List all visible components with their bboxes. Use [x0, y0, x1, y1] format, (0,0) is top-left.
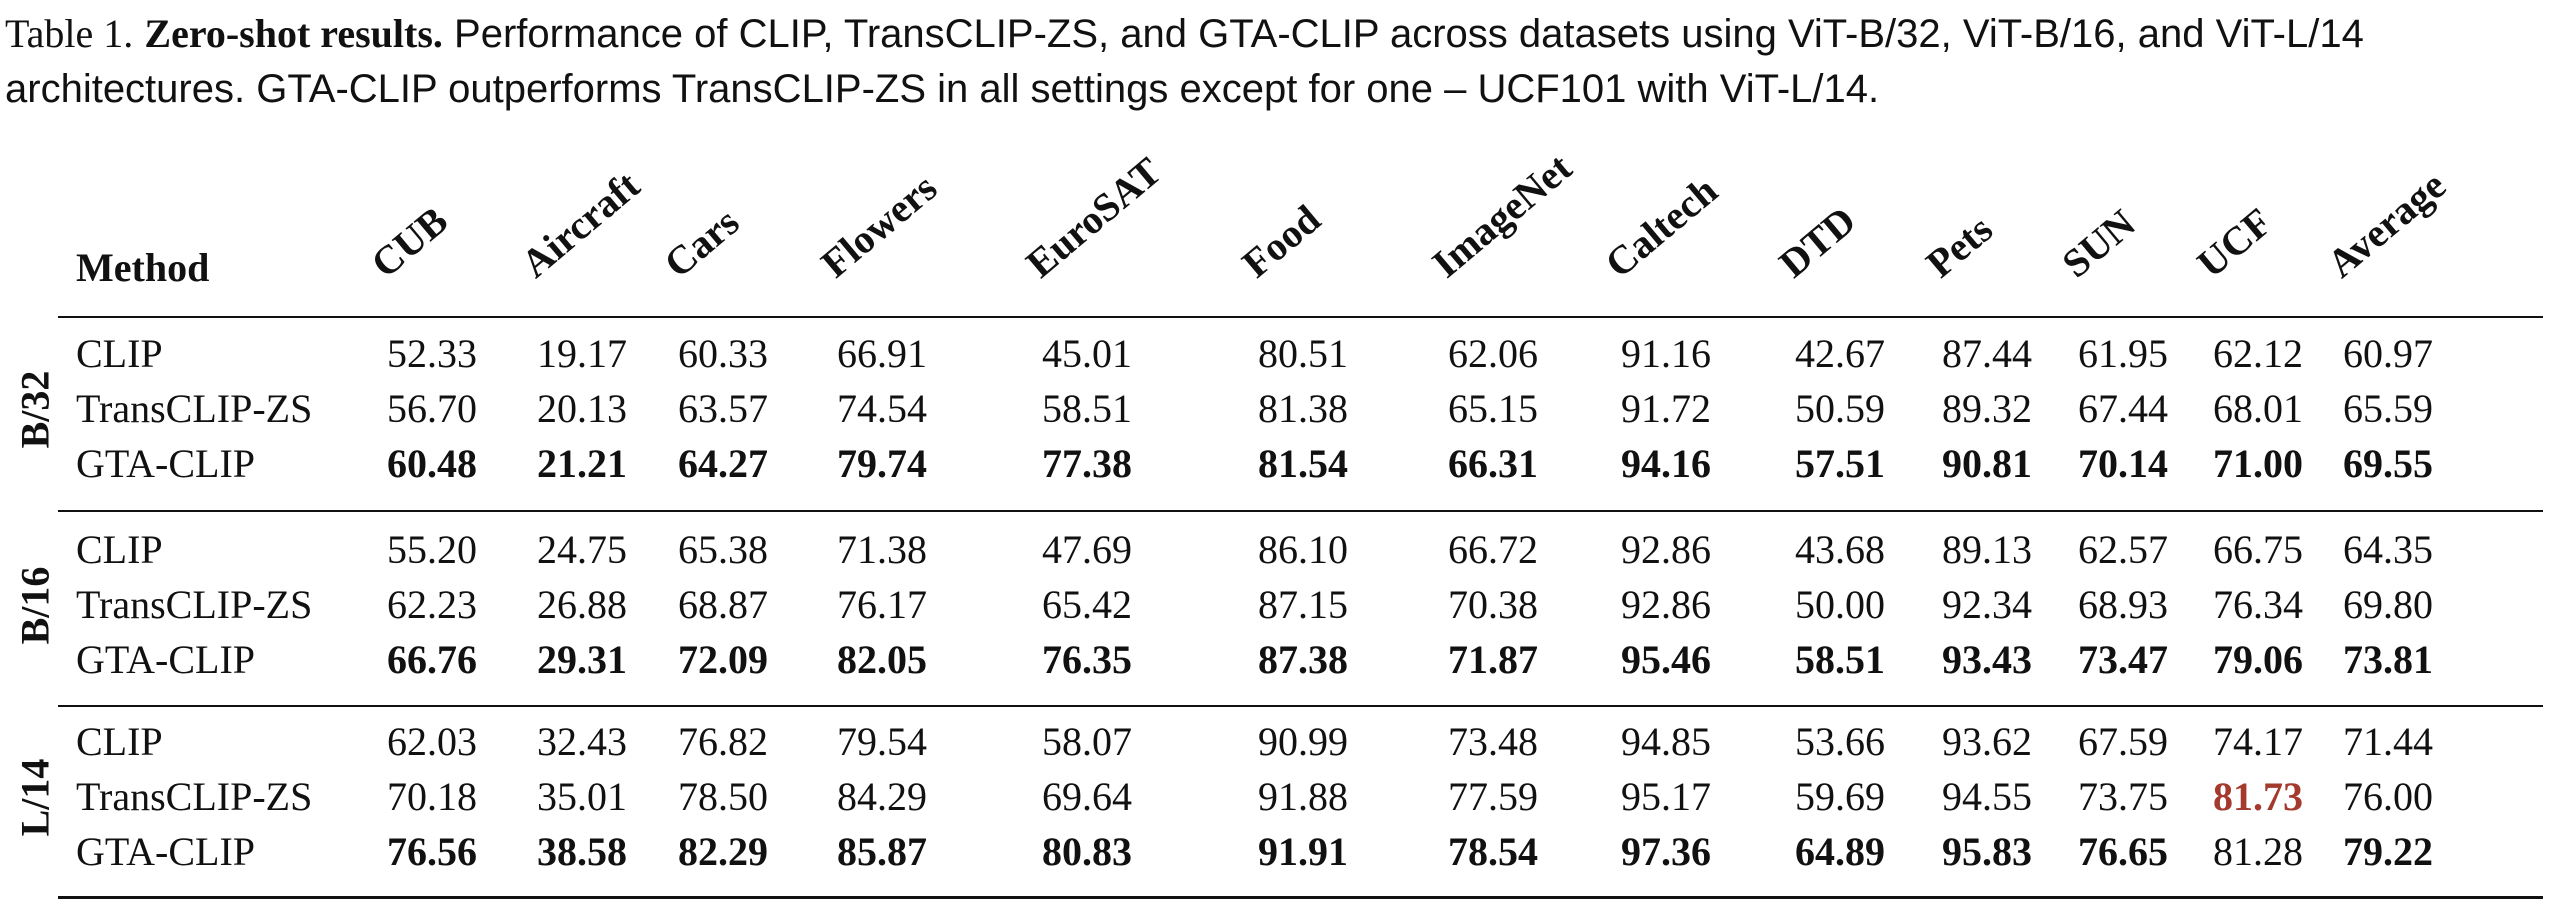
- column-header: Flowers: [812, 164, 946, 287]
- method-cell: TransCLIP-ZS: [76, 582, 313, 627]
- value-cell: 80.83: [1042, 829, 1132, 874]
- table-row: [0, 824, 2556, 879]
- group-label: B/16: [12, 566, 58, 645]
- value-cell: 76.35: [1042, 637, 1132, 682]
- table-row: [0, 326, 2556, 381]
- value-cell: 76.00: [2343, 774, 2433, 819]
- group-label: L/14: [12, 758, 58, 837]
- value-cell: 59.69: [1795, 774, 1885, 819]
- value-cell: 21.21: [537, 441, 627, 486]
- value-cell: 81.54: [1258, 441, 1348, 486]
- value-cell: 24.75: [537, 527, 627, 572]
- caption-label: Table 1.: [5, 11, 134, 56]
- table-row: [0, 577, 2556, 632]
- value-cell: 82.05: [837, 637, 927, 682]
- table-row: [0, 632, 2556, 687]
- value-cell: 76.17: [837, 582, 927, 627]
- value-cell: 81.38: [1258, 386, 1348, 431]
- method-cell: CLIP: [76, 527, 163, 572]
- column-header: Caltech: [1596, 167, 1726, 287]
- value-cell: 71.44: [2343, 719, 2433, 764]
- value-cell: 66.75: [2213, 527, 2303, 572]
- value-cell: 79.06: [2213, 637, 2303, 682]
- value-cell: 71.00: [2213, 441, 2303, 486]
- value-cell: 62.03: [387, 719, 477, 764]
- value-cell: 29.31: [537, 637, 627, 682]
- column-header: Average: [2318, 162, 2454, 287]
- value-cell: 76.34: [2213, 582, 2303, 627]
- value-cell: 91.91: [1258, 829, 1348, 874]
- value-cell: 58.51: [1042, 386, 1132, 431]
- value-cell: 65.38: [678, 527, 768, 572]
- table-rule: [58, 896, 2543, 899]
- value-cell: 32.43: [537, 719, 627, 764]
- value-cell: 56.70: [387, 386, 477, 431]
- value-cell: 94.16: [1621, 441, 1711, 486]
- value-cell: 45.01: [1042, 331, 1132, 376]
- value-cell: 90.99: [1258, 719, 1348, 764]
- table-row: [0, 381, 2556, 436]
- table-row: [0, 522, 2556, 577]
- value-cell: 76.56: [387, 829, 477, 874]
- column-header: CUB: [362, 197, 457, 287]
- value-cell: 47.69: [1042, 527, 1132, 572]
- value-cell: 66.91: [837, 331, 927, 376]
- value-cell: 89.13: [1942, 527, 2032, 572]
- value-cell: 95.17: [1621, 774, 1711, 819]
- table-rule: [58, 705, 2543, 707]
- value-cell: 76.65: [2078, 829, 2168, 874]
- value-cell: 58.51: [1795, 637, 1885, 682]
- value-cell: 65.59: [2343, 386, 2433, 431]
- value-cell: 77.38: [1042, 441, 1132, 486]
- column-header: ImageNet: [1423, 144, 1580, 287]
- value-cell: 91.88: [1258, 774, 1348, 819]
- value-cell: 84.29: [837, 774, 927, 819]
- value-cell: 77.59: [1448, 774, 1538, 819]
- value-cell: 87.15: [1258, 582, 1348, 627]
- column-header: Food: [1233, 196, 1329, 287]
- value-cell: 78.50: [678, 774, 768, 819]
- value-cell: 92.86: [1621, 527, 1711, 572]
- value-cell: 70.18: [387, 774, 477, 819]
- value-cell: 58.07: [1042, 719, 1132, 764]
- value-cell: 79.22: [2343, 829, 2433, 874]
- value-cell: 95.46: [1621, 637, 1711, 682]
- value-cell: 89.32: [1942, 386, 2032, 431]
- value-cell: 86.10: [1258, 527, 1348, 572]
- column-header: Pets: [1917, 206, 2001, 287]
- value-cell: 68.87: [678, 582, 768, 627]
- value-cell: 74.17: [2213, 719, 2303, 764]
- value-cell: 20.13: [537, 386, 627, 431]
- value-cell: 60.33: [678, 331, 768, 376]
- method-cell: GTA-CLIP: [76, 441, 256, 486]
- table-rule: [58, 510, 2543, 512]
- value-cell: 62.57: [2078, 527, 2168, 572]
- method-cell: TransCLIP-ZS: [76, 386, 313, 431]
- value-cell: 55.20: [387, 527, 477, 572]
- value-cell: 73.81: [2343, 637, 2433, 682]
- value-cell: 43.68: [1795, 527, 1885, 572]
- value-cell: 68.93: [2078, 582, 2168, 627]
- column-header: DTD: [1770, 197, 1865, 287]
- value-cell: 65.42: [1042, 582, 1132, 627]
- table-row: [0, 714, 2556, 769]
- value-cell: 91.72: [1621, 386, 1711, 431]
- value-cell: 67.59: [2078, 719, 2168, 764]
- value-cell: 93.62: [1942, 719, 2032, 764]
- value-cell: 78.54: [1448, 829, 1538, 874]
- value-cell: 73.75: [2078, 774, 2168, 819]
- value-cell: 87.38: [1258, 637, 1348, 682]
- value-cell: 57.51: [1795, 441, 1885, 486]
- value-cell: 73.48: [1448, 719, 1538, 764]
- column-header: EuroSAT: [1017, 148, 1170, 287]
- value-cell: 82.29: [678, 829, 768, 874]
- value-cell: 62.06: [1448, 331, 1538, 376]
- value-cell: 73.47: [2078, 637, 2168, 682]
- value-cell: 71.87: [1448, 637, 1538, 682]
- table-rule: [58, 316, 2543, 318]
- value-cell: 74.54: [837, 386, 927, 431]
- value-cell: 69.64: [1042, 774, 1132, 819]
- value-cell: 70.14: [2078, 441, 2168, 486]
- value-cell: 63.57: [678, 386, 768, 431]
- value-cell: 42.67: [1795, 331, 1885, 376]
- caption-text: Performance of CLIP, TransCLIP-ZS, and GTA-CLIP across datasets using ViT-B/32, ViT-B/16, and ViT-L/14 architectures. GTA-CLIP outperforms TransCLIP-ZS in all settings except for one – UCF101 with ViT-L/14.: [5, 12, 2364, 111]
- table-row: [0, 436, 2556, 491]
- table-row: [0, 769, 2556, 824]
- value-cell: 66.72: [1448, 527, 1538, 572]
- method-header: Method: [76, 245, 210, 290]
- value-cell: 81.73: [2213, 774, 2303, 819]
- caption-title: Zero-shot results.: [144, 11, 443, 56]
- column-header: UCF: [2188, 198, 2281, 287]
- value-cell: 69.55: [2343, 441, 2433, 486]
- value-cell: 53.66: [1795, 719, 1885, 764]
- value-cell: 92.86: [1621, 582, 1711, 627]
- column-header: Aircraft: [512, 162, 648, 287]
- value-cell: 97.36: [1621, 829, 1711, 874]
- group-label: B/32: [12, 370, 58, 449]
- value-cell: 79.54: [837, 719, 927, 764]
- value-cell: 79.74: [837, 441, 927, 486]
- value-cell: 94.55: [1942, 774, 2032, 819]
- value-cell: 80.51: [1258, 331, 1348, 376]
- value-cell: 76.82: [678, 719, 768, 764]
- value-cell: 50.00: [1795, 582, 1885, 627]
- value-cell: 60.48: [387, 441, 477, 486]
- value-cell: 81.28: [2213, 829, 2303, 874]
- value-cell: 66.76: [387, 637, 477, 682]
- value-cell: 70.38: [1448, 582, 1538, 627]
- value-cell: 95.83: [1942, 829, 2032, 874]
- value-cell: 60.97: [2343, 331, 2433, 376]
- method-cell: CLIP: [76, 719, 163, 764]
- value-cell: 94.85: [1621, 719, 1711, 764]
- value-cell: 38.58: [537, 829, 627, 874]
- value-cell: 52.33: [387, 331, 477, 376]
- value-cell: 91.16: [1621, 331, 1711, 376]
- value-cell: 87.44: [1942, 331, 2032, 376]
- value-cell: 50.59: [1795, 386, 1885, 431]
- value-cell: 35.01: [537, 774, 627, 819]
- value-cell: 62.12: [2213, 331, 2303, 376]
- value-cell: 69.80: [2343, 582, 2433, 627]
- value-cell: 64.35: [2343, 527, 2433, 572]
- value-cell: 62.23: [387, 582, 477, 627]
- value-cell: 85.87: [837, 829, 927, 874]
- method-cell: GTA-CLIP: [76, 829, 256, 874]
- value-cell: 90.81: [1942, 441, 2032, 486]
- column-header: Cars: [655, 198, 748, 287]
- value-cell: 93.43: [1942, 637, 2032, 682]
- value-cell: 92.34: [1942, 582, 2032, 627]
- method-cell: TransCLIP-ZS: [76, 774, 313, 819]
- value-cell: 71.38: [837, 527, 927, 572]
- value-cell: 68.01: [2213, 386, 2303, 431]
- value-cell: 61.95: [2078, 331, 2168, 376]
- method-cell: GTA-CLIP: [76, 637, 256, 682]
- value-cell: 26.88: [537, 582, 627, 627]
- value-cell: 64.27: [678, 441, 768, 486]
- value-cell: 64.89: [1795, 829, 1885, 874]
- value-cell: 66.31: [1448, 441, 1538, 486]
- value-cell: 19.17: [537, 331, 627, 376]
- column-header: SUN: [2053, 200, 2144, 287]
- value-cell: 72.09: [678, 637, 768, 682]
- value-cell: 65.15: [1448, 386, 1538, 431]
- value-cell: 67.44: [2078, 386, 2168, 431]
- method-cell: CLIP: [76, 331, 163, 376]
